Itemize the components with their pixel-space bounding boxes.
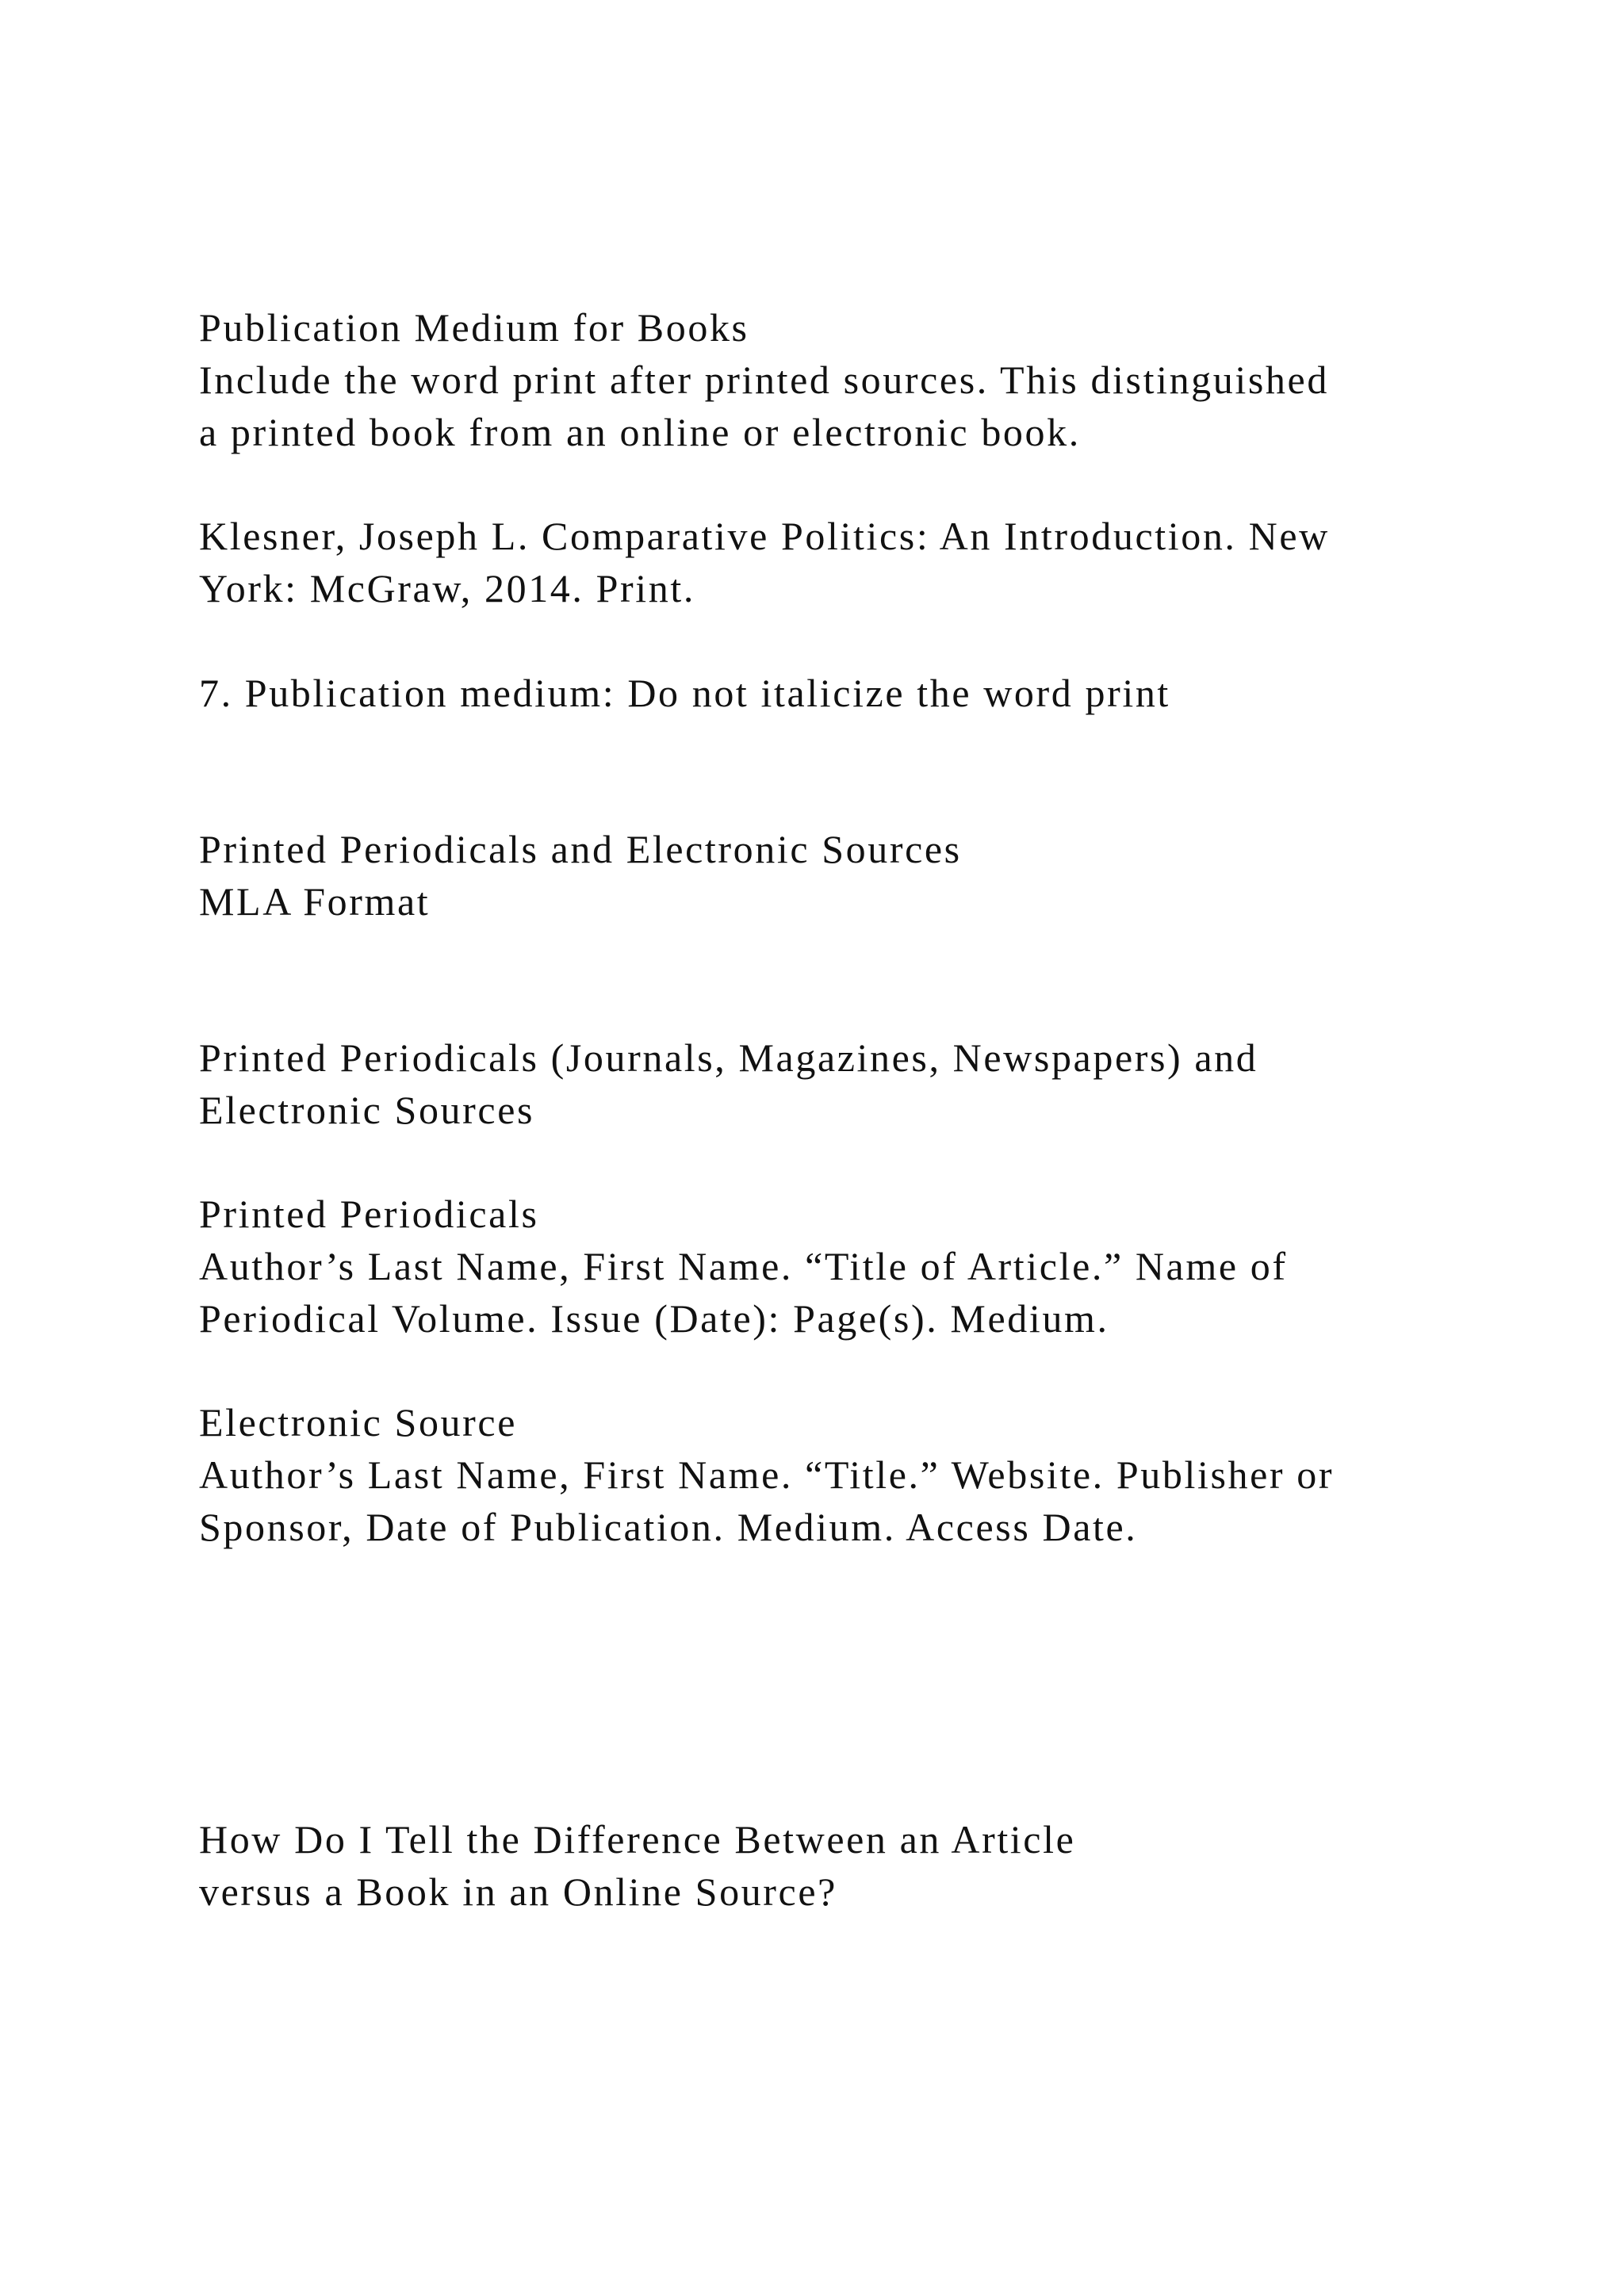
books-section-heading: Publication Medium for Books (199, 305, 749, 350)
electronic-source-format-line: Sponsor, Date of Publication. Medium. Access Date. (199, 1505, 1138, 1549)
printed-periodicals-format-line: Author’s Last Name, First Name. “Title of Article.” Name of (199, 1244, 1288, 1288)
printed-periodicals-format-line: Periodical Volume. Issue (Date): Page(s). Medium. (199, 1296, 1109, 1341)
example-citation-line: York: McGraw, 2014. Print. (199, 566, 695, 610)
electronic-source-heading: Electronic Source (199, 1400, 517, 1445)
example-citation-line: Klesner, Joseph L. Comparative Politics: An Introduction. New (199, 514, 1330, 558)
section-title: Printed Periodicals and Electronic Sources (199, 827, 962, 871)
electronic-source-format-line: Author’s Last Name, First Name. “Title.” Website. Publisher or (199, 1452, 1335, 1497)
question-line: How Do I Tell the Difference Between an Article (199, 1817, 1076, 1862)
slide-title-line: Electronic Sources (199, 1088, 535, 1132)
section-subtitle: MLA Format (199, 879, 431, 924)
books-section-body-line: Include the word print after printed sources. This distinguished (199, 358, 1329, 402)
books-section-body-line: a printed book from an online or electronic book. (199, 410, 1081, 454)
rule-note: 7. Publication medium: Do not italicize the word print (199, 671, 1170, 715)
printed-periodicals-heading: Printed Periodicals (199, 1192, 539, 1236)
slide-title-line: Printed Periodicals (Journals, Magazines, Newspapers) and (199, 1035, 1258, 1080)
question-line: versus a Book in an Online Source? (199, 1869, 837, 1914)
